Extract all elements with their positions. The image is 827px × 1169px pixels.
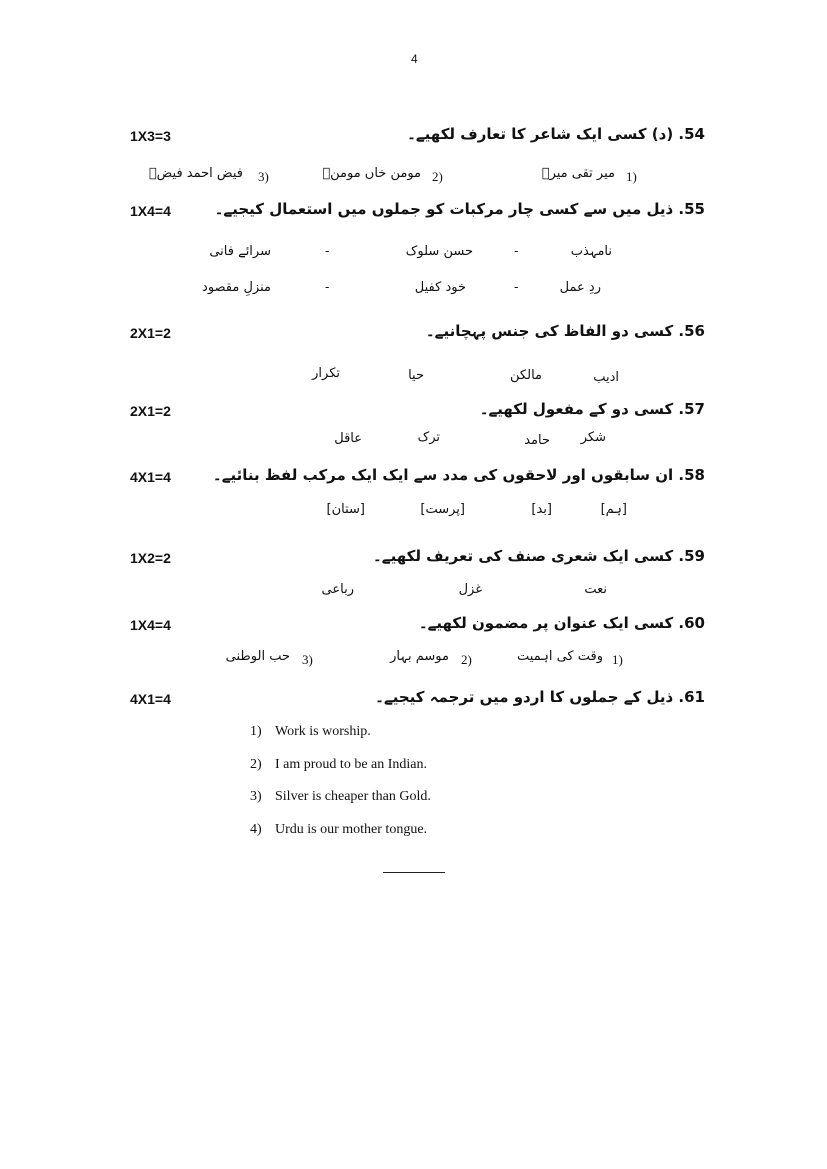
q57-word-1: شکر [580,430,606,445]
q60-option-2-number: 2) [461,652,472,667]
q59-marks: 1X2=2 [130,550,171,566]
q54-option-3-number: 3) [258,169,269,184]
q58-title: 58. ان سابقوں اور لاحقوں کی مدد سے ایک ایک مرکب لفظ بنائیے۔ [212,466,705,484]
q59-word-2: غزل [458,582,482,597]
page-number: 4 [411,52,418,66]
q56-word-4: تکرار [312,366,340,381]
end-divider [383,872,445,873]
q55-row1-dash-1: - [514,244,519,259]
q55-title: 55. ذیل میں سے کسی چار مرکبات کو جملوں میں استعمال کیجیے۔ [214,200,705,218]
q59-word-3: رباعی [321,582,354,597]
q54-option-1: میر تقی میرؔ [541,166,615,181]
q61-sentence-2-number: 2) [250,757,262,772]
q57-word-2: حامد [524,433,550,448]
q57-title: 57. کسی دو کے مفعول لکھیے۔ [479,400,705,418]
q61-sentence-1-number: 1) [250,724,262,739]
q56-word-1: ادیب [593,370,619,385]
q60-option-3: حب الوطنی [225,649,290,664]
q61-title: 61. ذیل کے جملوں کا اردو میں ترجمہ کیجیے۔ [375,688,705,706]
q58-affix-3: [پرست] [420,502,465,517]
q57-word-3: ترک [417,430,440,445]
q58-affix-2: [بد] [531,502,552,517]
q56-marks: 2X1=2 [130,325,171,341]
q61-sentence-3: Silver is cheaper than Gold. [275,789,431,804]
q55-row2-dash-2: - [325,280,330,295]
q55-row2-item-1: ردِ عمل [559,280,601,295]
q57-marks: 2X1=2 [130,403,171,419]
q56-title: 56. کسی دو الفاظ کی جنس پہچانیے۔ [425,322,705,340]
q55-row2-item-2: خود کفیل [414,280,466,295]
q61-sentence-4: Urdu is our mother tongue. [275,822,428,837]
q54-option-2: مومن خاں مومنؔ [322,166,421,181]
q60-option-3-number: 3) [302,652,313,667]
q55-marks: 1X4=4 [130,203,171,219]
q57-word-4: عاقل [334,431,362,446]
q54-option-2-number: 2) [432,169,443,184]
q54-option-1-number: 1) [626,169,637,184]
q61-sentence-1: Work is worship. [275,724,371,739]
q54-marks: 1X3=3 [130,128,171,144]
q61-sentence-4-number: 4) [250,822,262,837]
q60-title: 60. کسی ایک عنوان پر مضمون لکھیے۔ [418,614,705,632]
q60-marks: 1X4=4 [130,617,171,633]
q60-option-1: وقت کی اہمیت [517,649,603,664]
q55-row2-item-3: منزلِ مقصود [202,280,271,295]
q58-marks: 4X1=4 [130,469,171,485]
q61-sentence-3-number: 3) [250,789,262,804]
q56-word-2: مالکن [510,368,542,383]
q55-row2-dash-1: - [514,280,519,295]
q61-sentence-2: I am proud to be an Indian. [275,757,428,772]
q61-marks: 4X1=4 [130,691,171,707]
q54-title: 54. (د) کسی ایک شاعر کا تعارف لکھیے۔ [407,125,705,143]
q58-affix-1: [ہم] [600,502,627,517]
q60-option-1-number: 1) [612,652,623,667]
q55-row1-item-1: نامہذب [570,244,612,259]
q56-word-3: حیا [408,368,424,383]
q54-option-3: فیض احمد فیضؔ [148,166,243,181]
q55-row1-item-2: حسن سلوک [405,244,473,259]
q59-title: 59. کسی ایک شعری صنف کی تعریف لکھیے۔ [373,547,705,565]
q55-row1-item-3: سرائے فانی [209,244,271,259]
q58-affix-4: [ستان] [326,502,365,517]
q59-word-1: نعت [584,582,607,597]
q55-row1-dash-2: - [325,244,330,259]
q60-option-2: موسم بہار [390,649,449,664]
